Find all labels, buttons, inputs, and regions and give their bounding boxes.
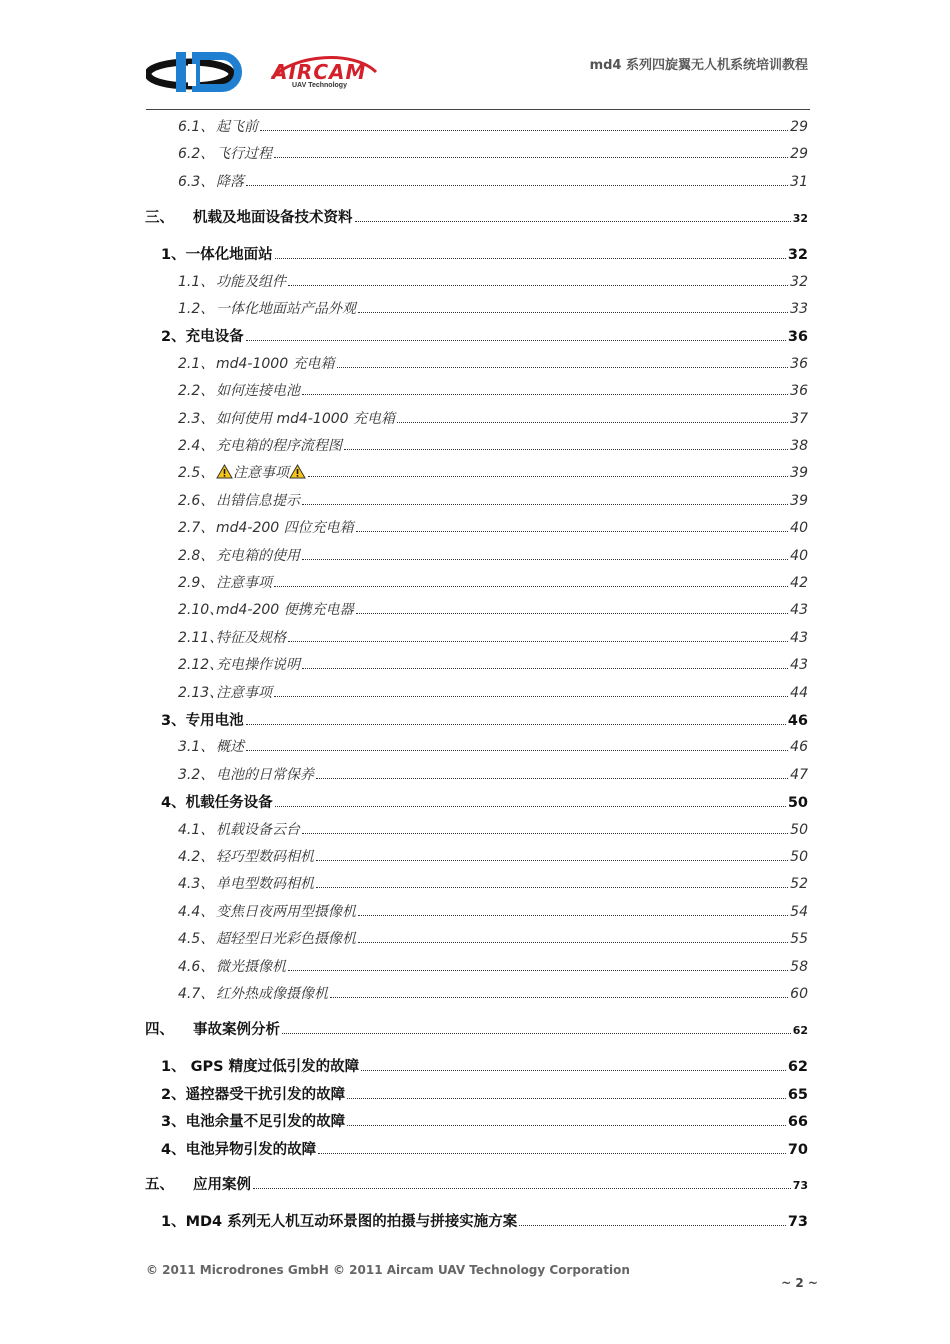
toc-entry[interactable]: [178, 298, 808, 318]
toc-entry-page: 39: [790, 465, 808, 482]
toc-entry[interactable]: [161, 1083, 808, 1104]
toc-leader-dots: [519, 1224, 786, 1226]
toc-entry-page: 43: [790, 629, 808, 646]
toc-leader-dots: [302, 832, 788, 834]
toc-entry-page: 44: [790, 684, 808, 701]
toc-entry-title: 超轻型日光彩色摄像机: [216, 931, 356, 948]
toc-leader-dots: [344, 448, 788, 450]
toc-entry-number: 4、: [161, 1141, 186, 1158]
toc-entry[interactable]: [161, 709, 808, 730]
toc-entry-title: 微光摄像机: [216, 958, 286, 975]
toc-entry-page: 50: [787, 795, 808, 812]
toc-entry-number: 3、: [161, 1114, 186, 1131]
toc-leader-dots: [253, 1187, 791, 1189]
toc-entry-title: 充电设备: [185, 329, 244, 346]
toc-entry-number: 2.3、: [178, 410, 215, 427]
toc-entry-number: 1.1、: [178, 273, 215, 290]
toc-entry-number: 3、: [161, 713, 186, 729]
toc-entry-title: 电池异物引发的故障: [185, 1141, 317, 1158]
toc-entry-number: 2.12、: [178, 657, 224, 674]
toc-entry[interactable]: [145, 206, 808, 227]
toc-entry-page: 40: [790, 520, 808, 537]
toc-entry-number: 2、: [161, 329, 186, 346]
toc-entry-page: 73: [792, 1179, 808, 1192]
toc-leader-dots: [246, 184, 788, 186]
toc-entry[interactable]: [178, 736, 808, 756]
toc-entry[interactable]: [161, 243, 808, 264]
toc-entry-number: 4.1、: [178, 821, 215, 838]
toc-entry-number: 2、: [161, 1086, 186, 1103]
toc-entry-number: 2.13、: [178, 684, 224, 701]
toc-entry-number: 4.2、: [178, 849, 215, 865]
toc-entry-title: 功能及组件: [216, 273, 286, 290]
toc-entry-title: 如何连接电池: [216, 383, 300, 400]
toc-entry-title: 出错信息提示: [216, 492, 300, 509]
toc-entry-title: 充电箱的程序流程图: [216, 438, 342, 454]
toc-entry-page: 36: [790, 383, 808, 400]
toc-entry-number: 6.3、: [178, 173, 215, 190]
toc-entry-page: 50: [790, 821, 808, 838]
toc-entry-title: 起飞前: [216, 119, 258, 135]
toc-entry-title: 应用案例: [193, 1177, 251, 1193]
toc-entry-page: 32: [790, 273, 808, 290]
toc-entry-page: 46: [787, 713, 808, 729]
toc-entry-number: 3.2、: [178, 766, 215, 783]
toc-leader-dots: [347, 1124, 786, 1126]
toc-entry-number: 6.2、: [178, 146, 215, 163]
toc-leader-dots: [274, 156, 788, 158]
toc-leader-dots: [288, 969, 788, 971]
toc-entry[interactable]: [161, 1110, 808, 1131]
toc-entry-number: 2.1、: [178, 355, 215, 372]
toc-entry[interactable]: [178, 627, 808, 647]
toc-entry[interactable]: [145, 1018, 808, 1039]
toc-entry-number: 2.8、: [178, 547, 215, 564]
toc-entry-title: 特征及规格: [216, 629, 286, 646]
toc-entry-title: 红外热成像摄像机: [216, 986, 328, 1002]
toc-entry-page: 43: [790, 657, 808, 674]
toc-entry-title: GPS 精度过低引发的故障: [185, 1059, 360, 1076]
toc-entry-number: 2.5、: [178, 465, 215, 482]
toc-entry-page: 55: [790, 931, 808, 948]
toc-entry-number: 1、: [161, 247, 186, 264]
toc-leader-dots: [302, 667, 788, 669]
toc-entry-number: 3.1、: [178, 739, 215, 756]
toc-entry-title: 轻巧型数码相机: [216, 849, 314, 865]
toc-entry-page: 47: [790, 766, 808, 783]
toc-entry[interactable]: [178, 545, 808, 565]
toc-entry[interactable]: [178, 171, 808, 191]
toc-entry-page: 43: [790, 602, 808, 619]
toc-leader-dots: [302, 503, 788, 505]
toc-entry[interactable]: [178, 682, 808, 702]
toc-entry-page: 38: [790, 438, 808, 454]
toc-leader-dots: [316, 886, 788, 888]
toc-entry-number: 2.9、: [178, 575, 215, 591]
toc-entry-title: md4-200 便携充电器: [216, 602, 354, 619]
toc-entry[interactable]: [161, 325, 808, 346]
toc-entry[interactable]: [178, 462, 808, 482]
toc-entry-title: 充电操作说明: [216, 657, 300, 674]
toc-entry-title: 充电箱的使用: [216, 547, 300, 564]
toc-entry-page: 60: [790, 986, 808, 1002]
toc-leader-dots: [288, 640, 788, 642]
toc-leader-dots: [356, 530, 789, 532]
toc-entry-title: 事故案例分析: [193, 1022, 280, 1039]
toc-entry-page: 50: [790, 849, 808, 865]
toc-entry-page: 40: [790, 547, 808, 564]
toc-entry-page: 32: [787, 247, 808, 264]
toc-leader-dots: [355, 220, 791, 222]
toc-entry-title: MD4 系列无人机互动环景图的拍摄与拼接实施方案: [185, 1214, 518, 1230]
page-header: [0, 0, 950, 110]
toc-entry-title: 电池余量不足引发的故障: [185, 1114, 346, 1131]
aircam-logo-subtitle: UAV Technology: [292, 82, 347, 89]
toc-entry-number: 2.6、: [178, 492, 215, 509]
toc-leader-dots: [246, 339, 786, 341]
toc-entry[interactable]: [178, 353, 808, 373]
toc-leader-dots: [275, 257, 786, 259]
toc-entry-page: 36: [790, 355, 808, 372]
toc-entry-page: 31: [790, 173, 808, 190]
toc-leader-dots: [275, 805, 786, 807]
header-rule: [146, 109, 810, 110]
toc-entry-number: 1、: [161, 1214, 186, 1230]
toc-entry-number: 6.1、: [178, 119, 215, 135]
toc-leader-dots: [347, 1097, 786, 1099]
toc-entry[interactable]: [178, 116, 808, 136]
toc-leader-dots: [358, 311, 788, 313]
toc-leader-dots: [318, 1152, 786, 1154]
toc-leader-dots: [358, 914, 788, 916]
toc-entry-title: 机载及地面设备技术资料: [193, 210, 353, 227]
toc-entry-page: 62: [787, 1059, 808, 1076]
toc-leader-dots: [337, 366, 789, 368]
toc-entry-page: 39: [790, 492, 808, 509]
toc-entry[interactable]: [178, 956, 808, 976]
toc-entry-title: 一体化地面站产品外观: [216, 301, 356, 317]
toc-entry[interactable]: [161, 791, 808, 812]
toc-entry-number: 4.4、: [178, 903, 215, 920]
toc-leader-dots: [246, 723, 786, 725]
toc-leader-dots: [356, 612, 789, 614]
toc-entry[interactable]: [161, 1138, 808, 1159]
toc-entry-title: 飞行过程: [216, 146, 272, 163]
toc-entry[interactable]: [178, 380, 808, 400]
toc-entry-page: 37: [790, 410, 808, 427]
toc-entry[interactable]: [178, 928, 808, 948]
toc-entry-page: 29: [790, 146, 808, 163]
toc-entry-page: 32: [792, 212, 808, 226]
toc-entry-number: 2.4、: [178, 438, 215, 454]
toc-entry-number: 4、: [161, 795, 186, 812]
toc-entry-title: 电池的日常保养: [216, 766, 314, 783]
toc-entry-number: 四、: [145, 1022, 174, 1039]
toc-entry-title: 注意事项: [216, 575, 272, 591]
toc-entry-page: 62: [792, 1024, 808, 1038]
page-number: ~ 2 ~: [781, 1276, 818, 1290]
toc-entry[interactable]: [178, 143, 808, 163]
toc-leader-dots: [302, 558, 788, 560]
toc-entry-title: 降落: [216, 173, 244, 190]
toc-entry-title: 机载任务设备: [185, 795, 273, 812]
toc-entry[interactable]: [178, 490, 808, 510]
toc-leader-dots: [316, 859, 788, 861]
toc-entry-title: 注意事项: [216, 684, 272, 701]
toc-entry[interactable]: [178, 271, 808, 291]
aircam-logo-word: AIRCAM: [272, 60, 367, 84]
toc-entry-page: 29: [790, 119, 808, 135]
toc-entry-title: 概述: [216, 739, 244, 756]
document-title: md4 系列四旋翼无人机系统培训教程: [589, 58, 808, 73]
toc-entry-page: 70: [787, 1141, 808, 1158]
toc-entry-page: 46: [790, 739, 808, 756]
toc-entry[interactable]: [178, 764, 808, 784]
toc-entry-page: 66: [787, 1114, 808, 1131]
toc-entry-title: 专用电池: [185, 713, 244, 729]
toc-entry-title: 变焦日夜两用型摄像机: [216, 903, 356, 920]
footer-copyright: © 2011 Microdrones GmbH © 2011 Aircam UAV Technology Corporation: [146, 1263, 630, 1277]
toc-entry[interactable]: [178, 572, 808, 592]
toc-entry[interactable]: [178, 983, 808, 1003]
toc-leader-dots: [361, 1069, 786, 1071]
toc-entry[interactable]: [178, 599, 808, 619]
toc-entry-title: md4-200 四位充电箱: [216, 520, 354, 537]
toc-entry-title: md4-1000 充电箱: [216, 355, 335, 372]
toc-entry[interactable]: [178, 873, 808, 893]
toc-entry-number: 4.6、: [178, 958, 215, 975]
toc-entry-number: 4.7、: [178, 986, 215, 1002]
toc-entry[interactable]: [161, 1210, 808, 1231]
toc-entry[interactable]: [178, 654, 808, 674]
toc-entry[interactable]: [161, 1055, 808, 1076]
toc-leader-dots: [274, 585, 788, 587]
toc-entry[interactable]: [178, 435, 808, 455]
toc-entry-page: 52: [790, 876, 808, 893]
toc-entry-number: 4.3、: [178, 876, 215, 893]
toc-leader-dots: [330, 996, 788, 998]
toc-entry-title: 单电型数码相机: [216, 876, 314, 893]
toc-leader-dots: [260, 129, 788, 131]
toc-leader-dots: [316, 777, 788, 779]
toc-entry[interactable]: [145, 1173, 808, 1194]
toc-entry-title: [216, 462, 306, 482]
toc-entry-number: 2.10、: [178, 602, 224, 619]
toc-entry-page: 36: [787, 329, 808, 346]
toc-entry-page: 42: [790, 575, 808, 591]
toc-entry[interactable]: [178, 517, 808, 537]
toc-entry-title-text: 注意事项: [233, 465, 289, 482]
toc-leader-dots: [302, 393, 788, 395]
toc-leader-dots: [308, 475, 788, 477]
toc-leader-dots: [358, 941, 788, 943]
toc-entry-page: 33: [790, 301, 808, 317]
toc-entry-number: 1、: [161, 1059, 186, 1076]
toc-leader-dots: [274, 695, 788, 697]
toc-entry[interactable]: [178, 819, 808, 839]
toc-entry-title: 遥控器受干扰引发的故障: [185, 1086, 346, 1103]
warning-icon: [216, 464, 233, 479]
toc-entry-title: 如何使用 md4-1000 充电箱: [216, 410, 396, 427]
toc-leader-dots: [246, 749, 788, 751]
toc-entry[interactable]: [178, 846, 808, 866]
toc-entry-number: 三、: [145, 210, 174, 227]
microdrones-logo-icon: [146, 50, 256, 96]
warning-icon: [289, 464, 306, 479]
toc-entry-number: 五、: [145, 1177, 174, 1193]
toc-entry-page: 65: [787, 1086, 808, 1103]
toc-entry[interactable]: [178, 901, 808, 921]
toc-entry-number: 2.7、: [178, 520, 215, 537]
toc-entry-title: 一体化地面站: [185, 247, 273, 264]
toc-entry-number: 2.11、: [178, 629, 224, 646]
toc-leader-dots: [288, 284, 788, 286]
toc-entry-page: 54: [790, 903, 808, 920]
toc-entry-number: 1.2、: [178, 301, 215, 317]
toc-entry-page: 73: [787, 1214, 808, 1230]
toc-entry[interactable]: [178, 408, 808, 428]
toc-leader-dots: [397, 421, 788, 423]
toc-entry-page: 58: [790, 958, 808, 975]
toc-entry-title: 机载设备云台: [216, 821, 300, 838]
toc-entry-number: 2.2、: [178, 383, 215, 400]
toc-leader-dots: [282, 1032, 791, 1034]
toc-entry-number: 4.5、: [178, 931, 215, 948]
